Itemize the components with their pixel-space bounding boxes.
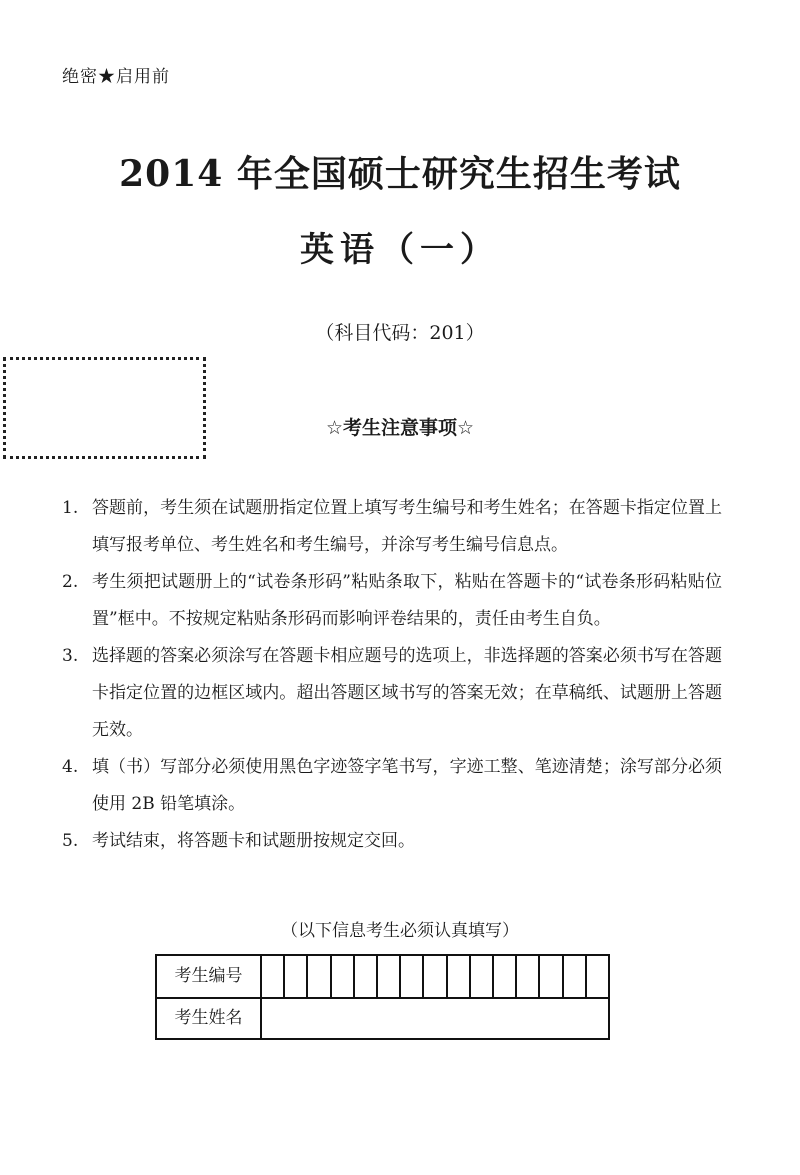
exam-number-label: 考生编号 bbox=[157, 956, 262, 997]
notice-number: 1. bbox=[62, 498, 79, 518]
exam-number-cell[interactable] bbox=[378, 956, 401, 997]
exam-number-cell[interactable] bbox=[494, 956, 517, 997]
notice-item bbox=[62, 749, 722, 823]
notice-item bbox=[62, 638, 722, 749]
exam-number-cell[interactable] bbox=[471, 956, 494, 997]
notice-number: 3. bbox=[62, 646, 79, 666]
exam-number-cell[interactable] bbox=[285, 956, 308, 997]
name-label: 考生姓名 bbox=[157, 999, 262, 1038]
fill-instruction: （以下信息考生必须认真填写） bbox=[281, 921, 519, 941]
notice-text: 考试结束，将答题卡和试题册按规定交回。 bbox=[92, 831, 415, 851]
notice-item bbox=[62, 490, 722, 564]
notice-item bbox=[62, 823, 722, 860]
notice-text: 填（书）写部分必须使用黑色字迹签字笔书写，字迹工整、笔迹清楚；涂写部分必须使用 2B 铅笔填涂。 bbox=[92, 757, 722, 814]
notice-number: 2. bbox=[62, 572, 79, 592]
name-field[interactable] bbox=[262, 999, 608, 1038]
barcode-placeholder-box bbox=[3, 357, 206, 459]
notice-text: 选择题的答案必须涂写在答题卡相应题号的选项上，非选择题的答案必须书写在答题卡指定位置的边框区域内。超出答题区域书写的答案无效；在草稿纸、试题册上答题无效。 bbox=[92, 646, 722, 740]
exam-number-cell[interactable] bbox=[448, 956, 471, 997]
notice-text: 答题前，考生须在试题册指定位置上填写考生编号和考生姓名；在答题卡指定位置上填写报考单位、考生姓名和考生编号，并涂写考生编号信息点。 bbox=[92, 498, 722, 555]
exam-number-row bbox=[157, 956, 608, 999]
exam-number-cell[interactable] bbox=[564, 956, 587, 997]
name-row bbox=[157, 999, 608, 1038]
notice-list bbox=[62, 490, 722, 860]
exam-number-cell[interactable] bbox=[332, 956, 355, 997]
exam-number-cell[interactable] bbox=[355, 956, 378, 997]
exam-number-cells[interactable] bbox=[262, 956, 608, 997]
exam-number-cell[interactable] bbox=[540, 956, 563, 997]
exam-number-cell[interactable] bbox=[262, 956, 285, 997]
exam-number-cell[interactable] bbox=[424, 956, 447, 997]
exam-number-cell[interactable] bbox=[308, 956, 331, 997]
notice-heading: ☆考生注意事项☆ bbox=[325, 417, 475, 439]
notice-item bbox=[62, 564, 722, 638]
secret-mark: 绝密★启用前 bbox=[62, 67, 170, 87]
exam-number-cell[interactable] bbox=[587, 956, 608, 997]
exam-number-cell[interactable] bbox=[517, 956, 540, 997]
notice-number: 5. bbox=[62, 831, 79, 851]
exam-title: 2014 年全国硕士研究生招生考试 bbox=[119, 153, 681, 195]
exam-subject: 英语（一） bbox=[300, 230, 500, 270]
subject-code: （科目代码：201） bbox=[315, 322, 485, 344]
candidate-info-table bbox=[155, 954, 610, 1040]
notice-number: 4. bbox=[62, 757, 79, 777]
notice-text: 考生须把试题册上的“试卷条形码”粘贴条取下，粘贴在答题卡的“试卷条形码粘贴位置”框中。不按规定粘贴条形码而影响评卷结果的，责任由考生自负。 bbox=[92, 572, 722, 629]
exam-number-cell[interactable] bbox=[401, 956, 424, 997]
